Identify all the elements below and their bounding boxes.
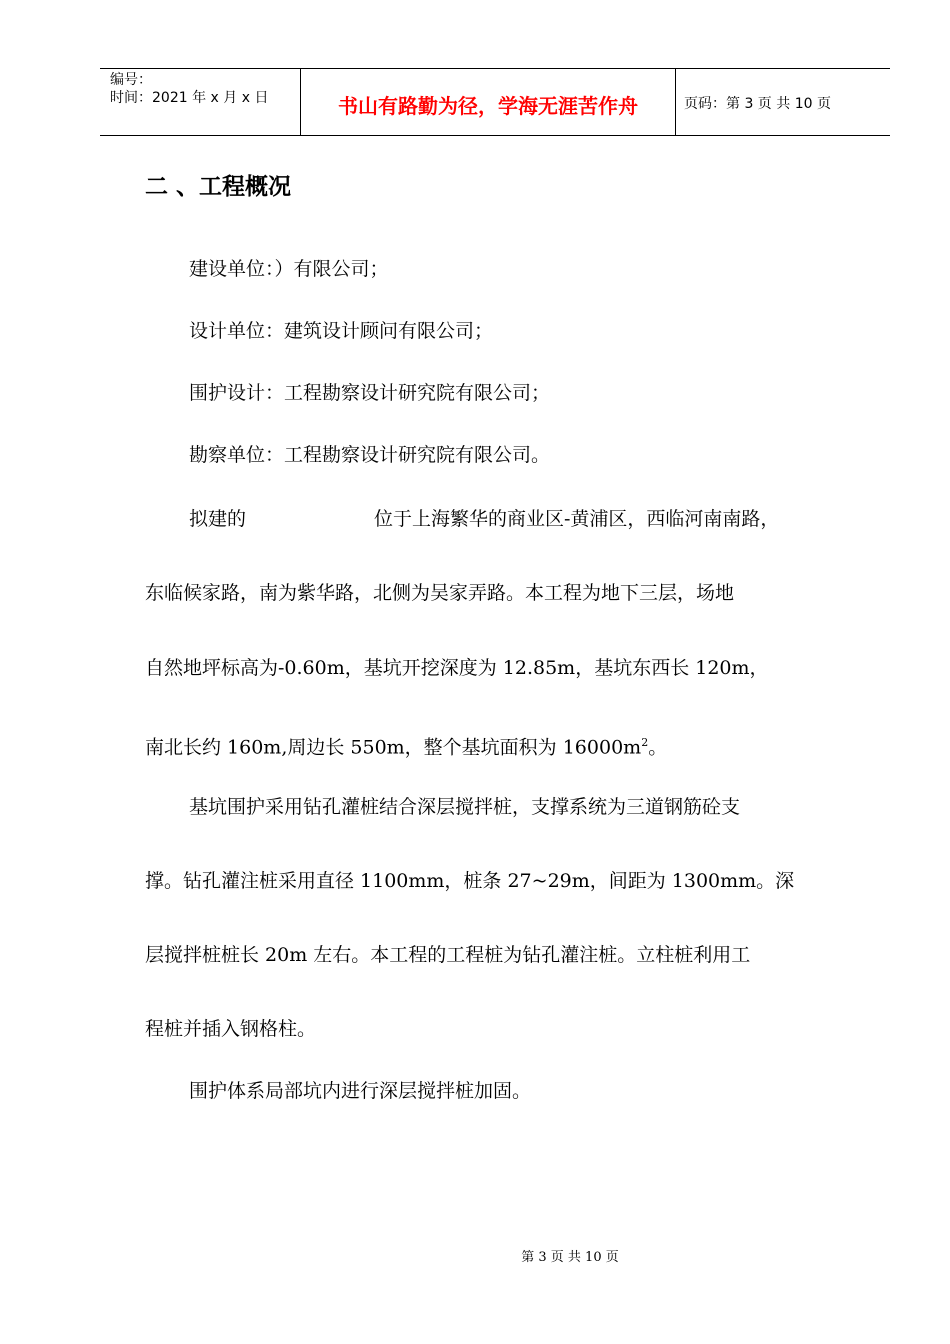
text-segment: 。 [648,736,668,759]
paragraph-design-unit: 设计单位：建筑设计顾问有限公司； [189,320,494,342]
doc-number-label: 编号： [110,72,152,88]
header-page-info: 页码：第 3 页 共 10 页 [684,96,831,112]
paragraph-survey-unit: 勘察单位：工程勘察设计研究院有限公司。 [189,444,551,466]
paragraph-support-line: 基坑围护采用钻孔灌桩结合深层搅拌桩，支撑系统为三道钢筋砼支 [189,796,741,818]
paragraph-reinforcement: 围护体系局部坑内进行深层搅拌桩加固。 [189,1080,532,1102]
paragraph-enclosure-design: 围护设计：工程勘察设计研究院有限公司； [189,382,551,404]
doc-time-label: 时间：2021 年 x 月 x 日 [110,90,269,106]
section-title: 二 、工程概况 [145,174,292,200]
paragraph-support-line: 撑。钻孔灌注桩采用直径 1100mm，桩条 27~29m，间距为 1300mm。深 [145,870,795,892]
header-meta [100,69,301,135]
paragraph-location-line: 东临候家路，南为紫华路，北侧为吴家弄路。本工程为地下三层，场地 [145,582,735,604]
header-motto: 书山有路勤为径，学海无涯苦作舟 [301,69,676,135]
paragraph-location-line: 自然地坪标高为-0.60m，基坑开挖深度为 12.85m，基坑东西长 120m， [145,657,769,679]
page-footer: 第 3 页 共 10 页 [521,1250,619,1265]
page-header [100,68,890,136]
text-segment: 南北长约 160m,周边长 550m，整个基坑面积为 16000m [145,736,642,759]
text-segment: 拟建的 [189,508,247,530]
text-segment: 位于上海繁华的商业区-黄浦区，西临河南南路， [374,508,780,530]
paragraph-construction-unit: 建设单位：）有限公司； [189,258,389,280]
paragraph-support-line: 程桩并插入钢格柱。 [145,1018,317,1040]
paragraph-support-line: 层搅拌桩桩长 20m 左右。本工程的工程桩为钻孔灌注桩。立柱桩利用工 [145,944,751,966]
paragraph-location-line [145,730,667,760]
paragraph-location-line [189,506,779,532]
superscript: 2 [641,736,649,749]
